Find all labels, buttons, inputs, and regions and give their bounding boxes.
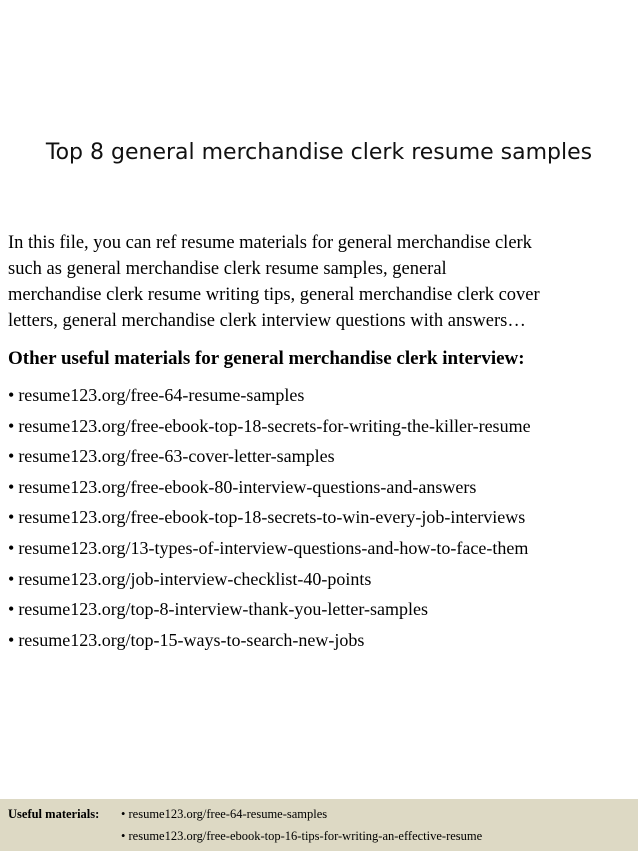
- list-item: [8, 502, 531, 533]
- bullet-icon: •: [8, 446, 15, 467]
- list-item: [8, 594, 531, 625]
- resource-link[interactable]: resume123.org/free-ebook-top-18-secrets-to-win-every-job-interviews: [18, 507, 526, 528]
- footer-link[interactable]: • resume123.org/free-ebook-top-16-tips-for-writing-an-effective-resume: [121, 829, 483, 843]
- resource-link[interactable]: resume123.org/free-ebook-80-interview-questions-and-answers: [18, 476, 477, 497]
- bullet-icon: •: [8, 599, 15, 620]
- bullet-icon: •: [8, 476, 15, 497]
- bullet-icon: •: [8, 629, 15, 650]
- intro-line: letters, general merchandise clerk interview questions with answers…: [8, 311, 526, 331]
- resource-link[interactable]: resume123.org/job-interview-checklist-40-points: [18, 568, 372, 589]
- intro-line: In this file, you can ref resume materials for general merchandise clerk: [8, 233, 532, 253]
- list-item: [8, 441, 531, 472]
- footer-bar: [0, 799, 638, 851]
- bullet-icon: •: [8, 568, 15, 589]
- footer-label: Useful materials:: [8, 807, 100, 821]
- resource-link[interactable]: resume123.org/top-15-ways-to-search-new-jobs: [18, 629, 365, 650]
- list-item: [8, 411, 531, 442]
- list-item: [8, 625, 531, 656]
- intro-line: merchandise clerk resume writing tips, general merchandise clerk cover: [8, 285, 540, 305]
- bullet-icon: •: [8, 507, 15, 528]
- list-item: [8, 564, 531, 595]
- resource-link[interactable]: resume123.org/13-types-of-interview-questions-and-how-to-face-them: [18, 537, 529, 558]
- page-title: Top 8 general merchandise clerk resume samples: [45, 140, 593, 165]
- list-item: [8, 380, 531, 411]
- intro-line: such as general merchandise clerk resume samples, general: [8, 259, 447, 279]
- resource-link[interactable]: resume123.org/top-8-interview-thank-you-letter-samples: [18, 599, 428, 620]
- list-item: [8, 533, 531, 564]
- bullet-icon: •: [8, 385, 15, 405]
- list-item: [8, 472, 531, 503]
- materials-heading: Other useful materials for general merchandise clerk interview:: [8, 348, 525, 369]
- footer-link[interactable]: • resume123.org/free-64-resume-samples: [121, 807, 328, 821]
- bullet-icon: •: [8, 415, 15, 436]
- resource-link[interactable]: resume123.org/free-63-cover-letter-samples: [18, 446, 335, 467]
- resource-link[interactable]: resume123.org/free-64-resume-samples: [18, 385, 305, 405]
- bullet-icon: •: [8, 537, 15, 558]
- resource-link[interactable]: resume123.org/free-ebook-top-18-secrets-for-writing-the-killer-resume: [18, 415, 531, 436]
- intro-paragraph: [8, 230, 632, 334]
- materials-link-list: [8, 380, 531, 655]
